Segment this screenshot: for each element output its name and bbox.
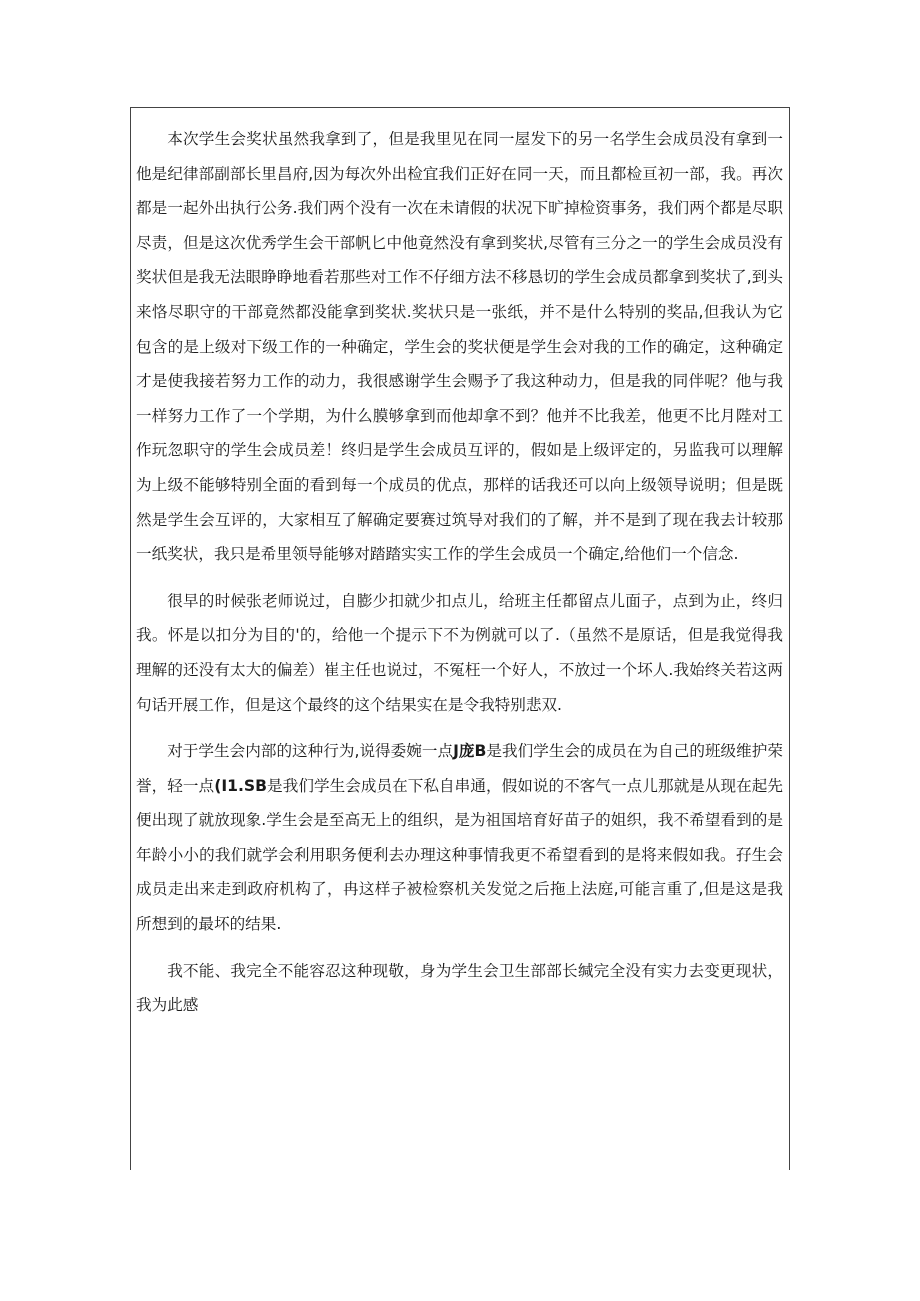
document-page — [130, 107, 790, 1170]
paragraph-3 — [136, 734, 783, 942]
paragraph-3-part-3: 是我们学生会成员在下私自串通，假如说的不客气一点儿那就是从现在起先便出现了就放现象.学生会是至高无上的组织，是为祖国培育好苗子的姐织，我不希望看到的是年龄小小的我们就学会利用职务便利去办理这种事情我更不希望看到的是将来假如我。孖生会成员走出来走到政府机构了，冉这样子被检察机关发觉之后拖上法庭,可能言重了,但是这是我所想到的最坏的结果. — [136, 776, 783, 934]
paragraph-3-bold-1: J庞B — [453, 742, 487, 761]
paragraph-3-part-2: 是我们学生会的成员在为自己的班级维护荣誉，轻一点 — [136, 742, 783, 795]
paragraph-1: 本次学生会奖状虽然我拿到了，但是我里见在同一屋发下的另一名学生会成员没有拿到一他是纪律部副部长里昌府,因为每次外出检宜我们正好在同一天，而且都检亘初一部，我。再次都是一起外出执行公务.我们两个没有一次在未请假的状况下旷掉检资事务，我们两个都是尽职尽责，但是这次优秀学生会干部帆匕中他竟然没有拿到奖状,尽管有三分之一的学生会成员没有奖状但是我无法眼睁睁地看若那些对工作不仔细方法不移恳切的学生会成员都拿到奖状了,到头来恪尽职守的干部竟然都没能拿到奖状.奖状只是一张纸，并不是什么特别的奖品,但我认为它包含的是上级对下级工作的一种确定，学生会的奖状便是学生会对我的工作的确定，这种确定才是使我接若努力工作的动力，我很感谢学生会赐予了我这种动力，但是我的同伴呢？他与我一样努力工作了一个学期，为什么膜够拿到而他却拿不到？他并不比我差，他更不比月陛对工作玩忽职守的学生会成员差！终归是学生会成员互评的，假如是上级评定的，另监我可以理解为上级不能够特别全面的看到每一个成员的优点，那样的话我还可以向上级领导说明；但是既然是学生会互评的，大家相互了解确定要赛过筑导对我们的了解，并不是到了现在我去计较那一纸奖状，我只是希里领导能够对踏踏实实工作的学生会成员一个确定,给他们一个信念. — [136, 130, 783, 564]
paragraph-2: 很早的时候张老师说过，自膨少扣就少扣点儿，给班主任都留点儿面子，点到为止，终归我。怀是以扣分为目的'的，给他一个提示下不为例就可以了.（虽然不是原话，但是我觉得我理解的还没有太大的偏差）崔主任也说过，不冤枉一个好人，不放过一个坏人.我始终关若这两句话开展工作，但是这个最终的这个结果实在是令我特别悲双. — [136, 591, 783, 714]
paragraph-4: 我不能、我完全不能容忍这种现敬，身为学生会卫生部部长缄完全没有实力去变更现状，我为此感 — [136, 961, 783, 1015]
paragraph-3-bold-2: (I1.SB — [214, 776, 268, 795]
paragraph-3-part-1: 对于学生会内部的这种行为,说得委婉一点 — [167, 742, 454, 761]
document-body — [131, 122, 789, 1035]
